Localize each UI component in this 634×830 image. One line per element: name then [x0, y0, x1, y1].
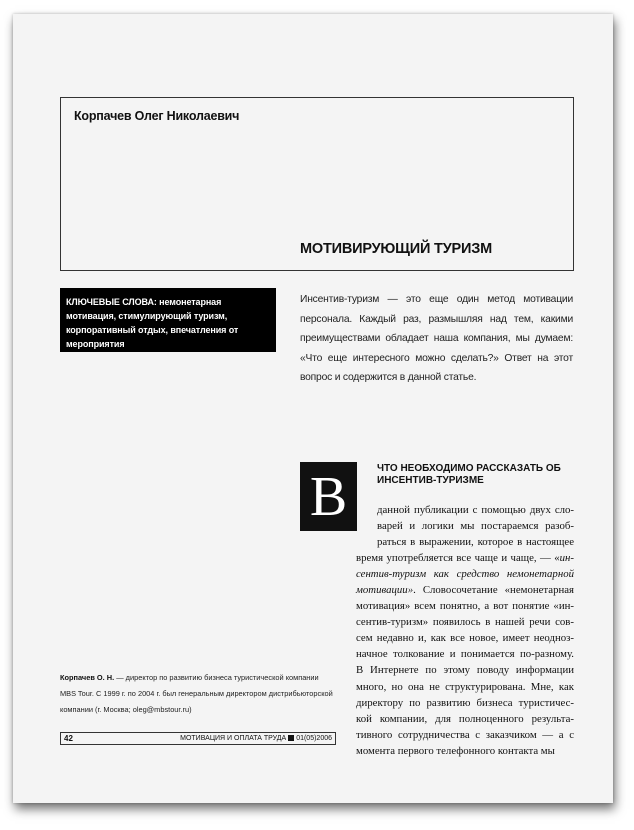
footer-issue: 01(05)2006	[296, 735, 332, 742]
journal-page	[13, 14, 613, 803]
body-line: В Интернете по этому поводу информации	[356, 664, 574, 677]
body-line: варей и логики мы постараемся разоб-	[377, 520, 574, 533]
body-line: тивного сотрудничества с заказчиком — а с	[356, 728, 574, 741]
body-line: мотивация» всем понятно, а вот понятие «ин-	[356, 600, 574, 613]
body-line: начное толкование и понимается по-разному.	[356, 648, 574, 661]
page-footer	[60, 732, 336, 745]
section-heading: ЧТО НЕОБХОДИМО РАССКАЗАТЬ ОБ ИНСЕНТИВ-ТУРИЗМЕ	[377, 463, 561, 486]
drop-cap: В	[300, 462, 357, 531]
title-box	[60, 97, 574, 271]
footer-journal: МОТИВАЦИЯ И ОПЛАТА ТРУДА	[180, 735, 287, 742]
page-number: 42	[64, 734, 73, 743]
author-note	[60, 670, 333, 718]
body-line: сентив-туризм как средство немонетарной	[356, 568, 574, 581]
article-title: МОТИВИРУЮЩИЙ ТУРИЗМ	[300, 241, 492, 257]
body-line: момента первого телефонного контакта мы	[356, 744, 555, 757]
author-note-text: — директор по развитию бизнеса туристической компании MBS Tour. С 1999 г. по 2004 г. был генеральным директором дистрибьюторской компании (г. Москва; oleg@mbstour.ru)	[60, 673, 333, 714]
footer-journal-info	[180, 735, 332, 742]
body-line: раться в выражении, которое в настоящее	[377, 536, 574, 549]
square-icon	[288, 735, 294, 741]
article-author: Корпачев Олег Николаевич	[74, 109, 240, 123]
body-line: кой компании, для полноценного результа-	[356, 712, 574, 725]
body-line: директору по развитию бизнеса туристичес-	[356, 696, 574, 709]
abstract: Инсентив-туризм — это еще один метод мотивации персонала. Каждый раз, размышляя над тем, какими преимуществами обладает наша компания, мы думаем: «Что еще интересного можно сделать?» Ответ на этот вопрос и содержится в данной статье.	[300, 294, 573, 384]
body-line: мотивации». Словосочетание «немонетарная	[356, 584, 574, 597]
body-line: много, но она не структурирована. Мне, как	[356, 680, 574, 693]
body-line: сентив-туризм» появилось в нашей речи сов-	[356, 616, 574, 629]
body-text	[356, 502, 574, 759]
author-note-name: Корпачев О. Н.	[60, 673, 115, 682]
keywords-box: КЛЮЧЕВЫЕ СЛОВА: немонетарная мотивация, стимулирующий туризм, корпоративный отдых, впечатления от мероприятия	[60, 288, 276, 352]
body-line: время употребляется все чаще и чаще, — «ин-	[356, 552, 574, 565]
body-line: сем недавно и, как все новое, имеет неоднoз-	[356, 632, 574, 645]
body-line: данной публикации с помощью двух сло-	[377, 504, 574, 516]
